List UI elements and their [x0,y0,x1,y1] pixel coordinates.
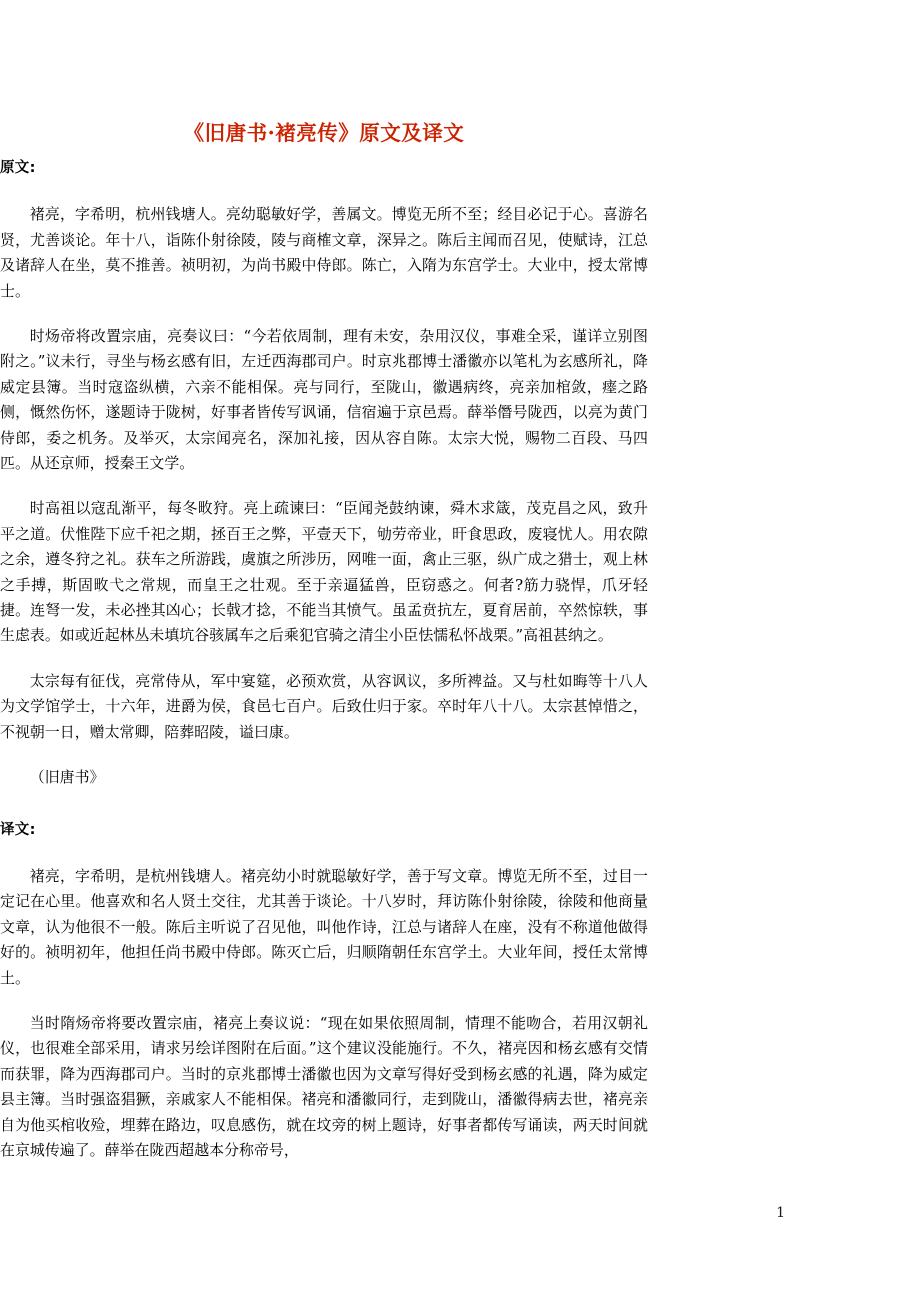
original-paragraph-4: 太宗每有征伐，亮常侍从，军中宴筵，必预欢赏，从容讽议，多所裨益。又与杜如晦等十八人为文学馆学士，十六年，进爵为侯，食邑七百户。后致仕归于家。卒时年八十八。太宗甚悼惜之，不视朝一日，赠太常卿，陪葬昭陵，谥曰康。 [0,671,648,741]
spacer [0,991,648,1011]
original-paragraph-3: 时高祖以寇乱渐平，每冬畋狩。亮上疏谏曰：“臣闻尧鼓纳谏，舜木求箴，茂克昌之风，致升平之道。伏惟陛下应千祀之期，拯百王之弊，平壹天下，劬劳帝业，旰食思政，废寝忧人。用农隙之余，遵冬狩之礼。获车之所游践，虞旗之所涉历，网唯一面，禽止三驱，纵广成之猎士，观上林之手搏，斯固畋弋之常规，而皇王之壮观。至于亲逼猛兽，臣窃惑之。何者?筋力骁悍，爪牙轻捷。连弩一发，未必挫其凶心；长戟才捻，不能当其愤气。虽孟贲抗左，夏育居前，卒然惊轶，事生虑表。如或近起林丛未填坑谷骇属车之后乘犯官骑之清尘小臣怯懦私怀战栗。”高祖甚纳之。 [0,499,648,645]
page-number: 1 [776,1205,785,1221]
translation-paragraph-1: 褚亮，字希明，是杭州钱塘人。褚亮幼小时就聪敏好学，善于写文章。博览无所不至，过目一定记在心里。他喜欢和名人贤土交往，尤其善于谈论。十八岁时，拜访陈仆射徐陵，徐陵和他商量文章，认为他很不一般。陈后主听说了召见他，叫他作诗，江总与诸辞人在座，没有不称道他做得好的。祯明初年，他担任尚书殿中侍郎。陈灭亡后，归顺隋朝任东宫学土。大业年间，授任太常博土。 [0,866,648,987]
document-body [0,160,648,1163]
translation-section-label: 译文: [0,821,36,838]
spacer [0,476,648,496]
original-paragraph-1: 褚亮，字希明，杭州钱塘人。亮幼聪敏好学，善属文。博览无所不至；经目必记于心。喜游名贤，尤善谈论。年十八，诣陈仆射徐陵，陵与商榷文章，深异之。陈后主闻而召见，使赋诗，江总及诸辞人在坐，莫不推善。祯明初，为尚书殿中侍郎。陈亡，入隋为东宫学士。大业中，授太常博士。 [0,205,648,300]
page-title: 《旧唐书·褚亮传》原文及译文 [183,121,465,145]
spacer [0,839,648,864]
spacer [0,304,648,324]
spacer [0,791,648,822]
spacer [0,745,648,765]
original-text-section-label: 原文: [0,160,36,176]
spacer [0,177,648,202]
source-citation: （旧唐书》 [29,768,105,787]
translation-paragraph-2: 当时隋炀帝将要改置宗庙，褚亮上奏议说：“现在如果依照周制，情理不能吻合，若用汉朝礼仪，也很难全部采用，请求另绘详图附在后面。”这个建议没能施行。不久，褚亮因和杨玄感有交情而获罪，降为西海郡司户。当时的京兆郡博士潘徽也因为文章写得好受到杨玄感的礼遇，降为威定县主簿。当时强盗猖獗，亲戚家人不能相保。褚亮和潘徽同行，走到陇山，潘徽得病去世，褚亮亲自为他买棺收殓，埋葬在路边，叹息感伤，就在坟旁的树上题诗，好事者都传写诵读，两天时间就在京城传遍了。薛举在陇西超越本分称帝号， [0,1013,648,1159]
spacer [0,649,648,669]
original-paragraph-2: 时炀帝将改置宗庙，亮奏议曰：“今若依周制，理有未安，杂用汉仪，事难全采，谨详立别图附之。”议未行，寻坐与杨玄感有旧，左迁西海郡司户。时京兆郡博士潘徽亦以笔札为玄感所礼，降威定县簿。当时寇盗纵横，六亲不能相保。亮与同行，至陇山，徽遇病终，亮亲加棺敛，瘗之路侧，慨然伤怀，遂题诗于陇树，好事者皆传写讽诵，信宿遍于京邑焉。薛举僭号陇西，以亮为黄门侍郎，委之机务。及举灭，太宗闻亮名，深加礼接，因从容自陈。太宗大悦，赐物二百段、马四匹。从还京师，授秦王文学。 [0,327,648,473]
